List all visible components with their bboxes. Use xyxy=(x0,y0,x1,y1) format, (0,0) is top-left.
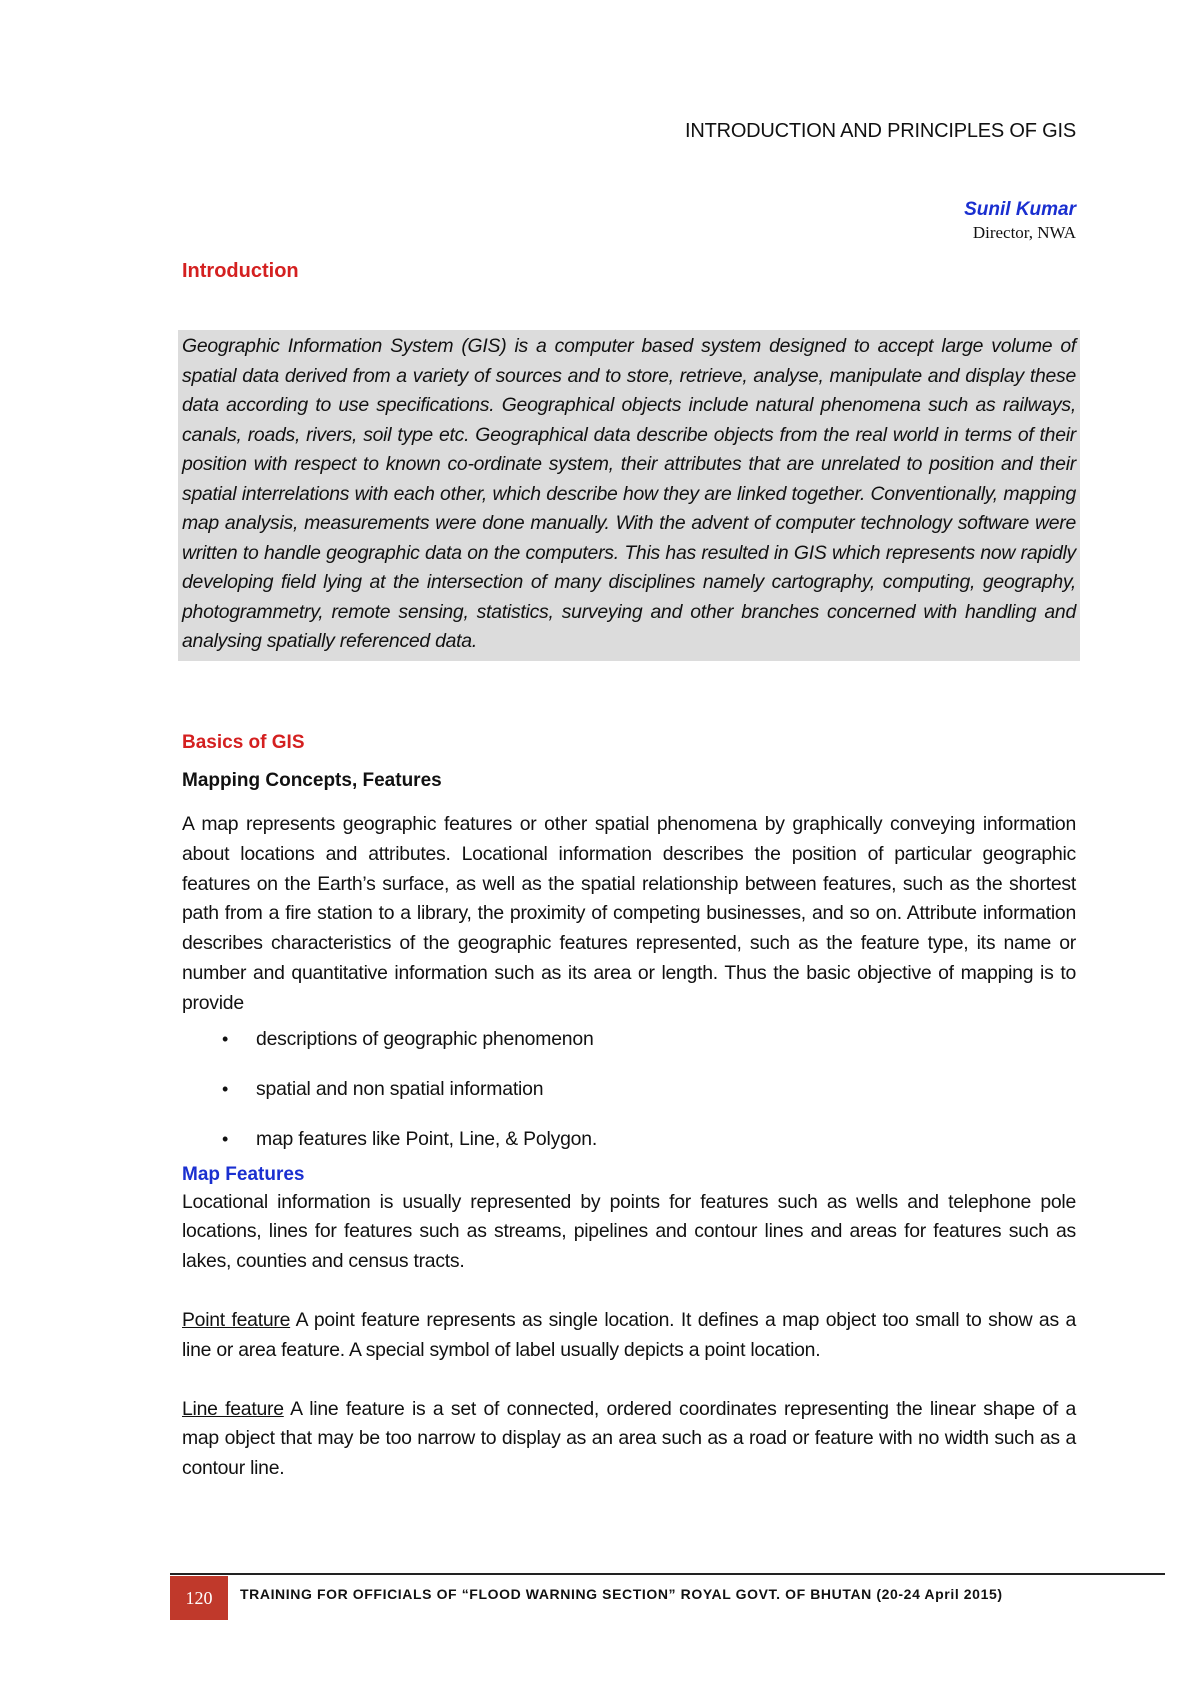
main-body xyxy=(182,730,1076,1484)
page-content xyxy=(182,110,1077,1480)
point-feature-paragraph xyxy=(182,1306,1076,1366)
author-block xyxy=(182,198,1076,244)
introduction-heading: Introduction xyxy=(182,260,299,282)
page-number: 120 xyxy=(170,1576,228,1620)
list-item: • descriptions of geographic phenomenon xyxy=(182,1025,1076,1054)
bullet-icon: • xyxy=(222,1128,229,1149)
list-item: • spatial and non spatial information xyxy=(182,1075,1076,1104)
point-feature-text: A point feature represents as single location. It defines a map object too small to show as a line or area feature. A special symbol of label usually depicts a point location. xyxy=(182,1308,1076,1361)
mapping-concepts-heading: Mapping Concepts, Features xyxy=(182,770,442,791)
document-title: INTRODUCTION AND PRINCIPLES OF GIS xyxy=(684,120,1076,142)
author-role: Director, NWA xyxy=(972,223,1076,242)
list-item: • map features like Point, Line, & Polygon. xyxy=(182,1125,1076,1154)
line-feature-text: A line feature is a set of connected, ordered coordinates representing the linear shape of a map object that may be too narrow to display as an area such as a road or feature with no width such as a contour line. xyxy=(182,1397,1077,1480)
line-feature-term: Line feature xyxy=(182,1397,284,1420)
map-features-heading: Map Features xyxy=(182,1163,305,1185)
bullet-icon: • xyxy=(222,1078,229,1099)
objectives-list xyxy=(182,1025,1076,1154)
line-feature-paragraph xyxy=(182,1395,1076,1484)
bullet-icon: • xyxy=(222,1028,229,1049)
abstract-box xyxy=(178,330,1080,661)
author-name: Sunil Kumar xyxy=(964,199,1076,220)
abstract-text: Geographic Information System (GIS) is a computer based system designed to accept large volume of spatial data derived from a variety of sources and to store, retrieve, analyse, manipulate and display these data according to use specifications. Geographical objects include natural phenomena such as railways, canals, roads, rivers, soil type etc. Geographical data describe objects from the real world in terms of their position with respect to known co-ordinate system, their attributes that are unrelated to position and their spatial interrelations with each other, which describe how they are linked together. Conventionally, mapping map analysis, measurements were done manually. With the advent of computer technology software were written to handle geographic data on the computers. This has resulted in GIS which represents now rapidly developing field lying at the intersection of many disciplines namely cartography, computing, geography, photogrammetry, remote sensing, statistics, surveying and other branches concerned with handling and analysing spatially referenced data. xyxy=(182,335,1076,652)
footer-text: TRAINING FOR OFFICIALS OF “FLOOD WARNING SECTION” ROYAL GOVT. OF BHUTAN (20-24 April 2015) xyxy=(240,1586,1003,1602)
footer-divider xyxy=(170,1573,1165,1575)
map-features-paragraph: Locational information is usually represented by points for features such as wells and telephone pole locations, lines for features such as streams, pipelines and contour lines and areas for features such as lakes, counties and census tracts. xyxy=(182,1190,1076,1273)
point-feature-term: Point feature xyxy=(182,1308,291,1331)
basics-heading: Basics of GIS xyxy=(182,732,305,753)
mapping-paragraph: A map represents geographic features or other spatial phenomena by graphically conveying information about locations and attributes. Locational information describes the position of particular geographic features on the Earth’s surface, as well as the spatial relationship between features, such as the shortest path from a fire station to a library, the proximity of competing businesses, and so on. Attribute information describes characteristics of the geographic features represented, such as the feature type, its name or number and quantitative information such as its area or length. Thus the basic objective of mapping is to provide xyxy=(182,813,1076,1014)
